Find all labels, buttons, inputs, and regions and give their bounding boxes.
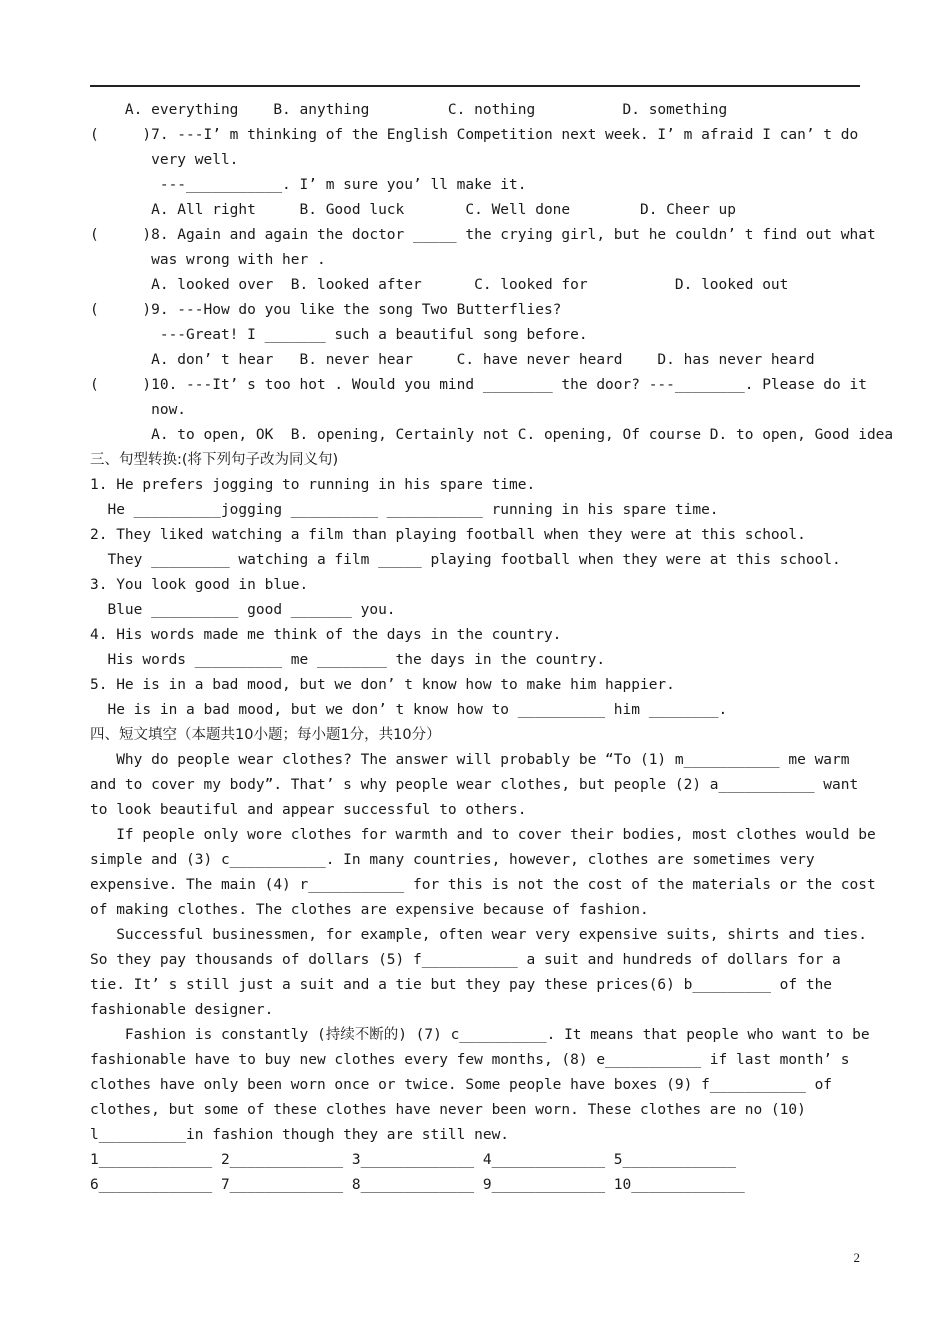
q10-options: A. to open, OK B. opening, Certainly not C. opening, Of course D. to open, Good idea: [90, 427, 894, 443]
q9-stem: ( )9. ---How do you like the song Two Butterflies?: [90, 302, 562, 318]
q8-options: A. looked over B. looked after C. looked for D. looked out: [90, 277, 789, 293]
rewrite-4: 4. His words made me think of the days in the country.: [90, 627, 562, 643]
answer-blanks-row-2: 6_____________ 7_____________ 8_____________ 9_____________ 10_____________: [90, 1177, 745, 1193]
rewrite-2-answer: They _________ watching a film _____ playing football when they were at this school.: [90, 552, 841, 568]
rewrite-1: 1. He prefers jogging to running in his spare time.: [90, 477, 536, 493]
page-number: 2: [853, 1250, 860, 1265]
passage-line: So they pay thousands of dollars (5) f___________ a suit and hundreds of dollars for a: [90, 952, 841, 968]
passage-line: clothes have only been worn once or twice. Some people have boxes (9) f___________ of: [90, 1077, 833, 1093]
section-4-heading: 四、短文填空（本题共10小题；每小题1分，共10分）: [90, 727, 441, 743]
q7-options: A. All right B. Good luck C. Well done D. Cheer up: [90, 202, 737, 218]
passage-line: to look beautiful and appear successful to others.: [90, 802, 527, 818]
rewrite-2: 2. They liked watching a film than playing football when they were at this school.: [90, 527, 806, 543]
q9-reply: ---Great! I _______ such a beautiful song before.: [90, 327, 588, 343]
passage-line: clothes, but some of these clothes have never been worn. These clothes are no (10): [90, 1102, 806, 1118]
passage-line: fashionable have to buy new clothes every few months, (8) e___________ if last month’ s: [90, 1052, 850, 1068]
rewrite-1-answer: He __________jogging __________ ___________ running in his spare time.: [90, 502, 719, 518]
q10-stem: ( )10. ---It’ s too hot . Would you mind ________ the door? ---________. Please do it: [90, 377, 867, 393]
q7-reply: ---___________. I’ m sure you’ ll make it.: [90, 177, 527, 193]
header-rule: [90, 85, 860, 87]
passage-line: Successful businessmen, for example, often wear very expensive suits, shirts and ties.: [90, 927, 867, 943]
passage-line: Fashion is constantly (持续不断的) (7) c__________. It means that people who want to be: [90, 1027, 870, 1043]
q10-stem-cont: now.: [90, 402, 187, 418]
q8-stem-cont: was wrong with her .: [90, 252, 326, 268]
q6-options: A. everything B. anything C. nothing D. something: [90, 102, 728, 118]
answer-blanks-row-1: 1_____________ 2_____________ 3_____________ 4_____________ 5_____________: [90, 1152, 737, 1168]
passage-line: If people only wore clothes for warmth and to cover their bodies, most clothes would be: [90, 827, 876, 843]
q7-stem-cont: very well.: [90, 152, 239, 168]
passage-line: expensive. The main (4) r___________ for this is not the cost of the materials or the cost: [90, 877, 876, 893]
rewrite-4-answer: His words __________ me ________ the days in the country.: [90, 652, 606, 668]
passage-line: and to cover my body”. That’ s why people wear clothes, but people (2) a___________ want: [90, 777, 859, 793]
section-3-heading: 三、句型转换:(将下列句子改为同义句): [90, 452, 339, 468]
rewrite-3-answer: Blue __________ good _______ you.: [90, 602, 396, 618]
rewrite-5: 5. He is in a bad mood, but we don’ t know how to make him happier.: [90, 677, 675, 693]
rewrite-3: 3. You look good in blue.: [90, 577, 309, 593]
passage-line: of making clothes. The clothes are expensive because of fashion.: [90, 902, 649, 918]
passage-line: fashionable designer.: [90, 1002, 274, 1018]
q9-options: A. don’ t hear B. never hear C. have never heard D. has never heard: [90, 352, 815, 368]
q8-stem: ( )8. Again and again the doctor _____ the crying girl, but he couldn’ t find out what: [90, 227, 876, 243]
passage-line: simple and (3) c___________. In many countries, however, clothes are sometimes very: [90, 852, 815, 868]
passage-line: l__________in fashion though they are still new.: [90, 1127, 510, 1143]
q7-stem: ( )7. ---I’ m thinking of the English Competition next week. I’ m afraid I can’ t do: [90, 127, 859, 143]
passage-line: Why do people wear clothes? The answer will probably be “To (1) m___________ me warm: [90, 752, 850, 768]
rewrite-5-answer: He is in a bad mood, but we don’ t know how to __________ him ________.: [90, 702, 728, 718]
passage-line: tie. It’ s still just a suit and a tie but they pay these prices(6) b_________ of the: [90, 977, 833, 993]
